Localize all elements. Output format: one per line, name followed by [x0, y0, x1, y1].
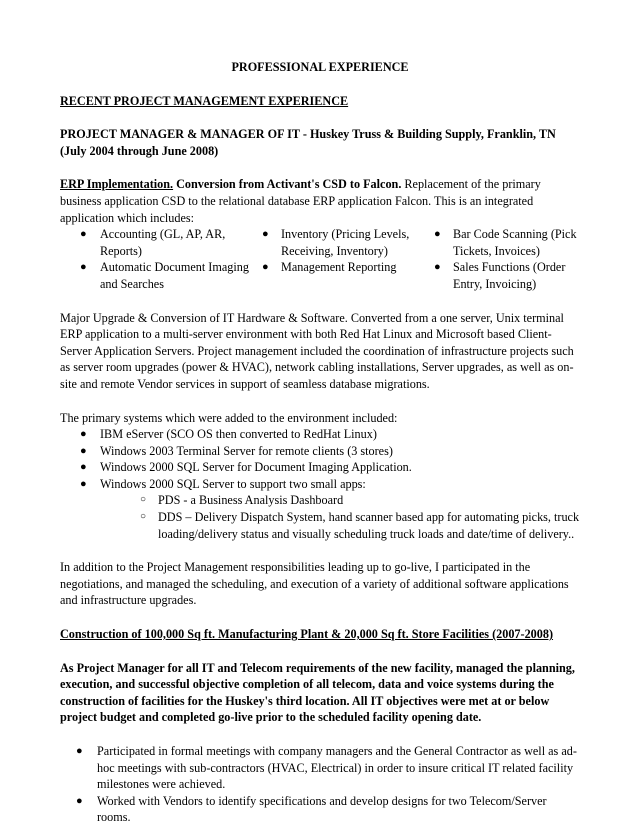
systems-section: [60, 410, 580, 543]
bullet-icon: ●: [262, 261, 269, 274]
construction-list: [60, 743, 580, 826]
list-item: ● Participated in formal meetings with company managers and the General Contractor as well as ad-hoc meetings with sub-contractors (HVAC, Electrical) in order to insure critical IT related facility milestones were achieved.: [76, 744, 577, 792]
list-item: ● Inventory (Pricing Levels, Receiving, Inventory): [262, 227, 410, 258]
list-item: ● Sales Functions (Order Entry, Invoicing): [434, 260, 566, 291]
erp-modules: [60, 226, 580, 292]
list-item: ● Accounting (GL, AP, AR, Reports): [80, 227, 226, 258]
bullet-icon: ●: [262, 228, 269, 241]
circle-bullet-icon: ○: [140, 511, 147, 523]
list-item: ● Worked with Vendors to identify specifications and develop designs for two Telecom/Server rooms.: [76, 793, 547, 825]
systems-sublist: [100, 492, 580, 542]
job-title-line: PROJECT MANAGER & MANAGER OF IT - Huskey Truss & Building Supply, Franklin, TN: [60, 127, 556, 142]
sub-list-item: ○ DDS – Delivery Dispatch System, hand scanner based app for automating picks, truck loading/delivery status and visually scheduling truck loads and date/time of delivery..: [140, 510, 580, 541]
sub-list-item: ○ PDS - a Business Analysis Dashboard: [140, 493, 344, 508]
erp-column-2: [256, 226, 428, 292]
page-title: PROFESSIONAL EXPERIENCE: [231, 60, 409, 74]
systems-intro: The primary systems which were added to the environment included:: [60, 410, 398, 425]
bullet-icon: ●: [76, 745, 83, 757]
bullet-icon: ●: [80, 461, 87, 474]
bullet-icon: ●: [80, 228, 87, 241]
construction-heading: Construction of 100,000 Sq ft. Manufacturing Plant & 20,000 Sq ft. Store Facilities (2007-2008): [60, 627, 554, 642]
upgrade-paragraph: Major Upgrade & Conversion of IT Hardware & Software. Converted from a one server, Unix terminal ERP application to a multi-server environment with both Red Hat Linux and Microsoft based Client-Server Application Servers. Project management included the coordination of infrastructure projects such as server room upgrades (power & HVAC), network cabling installations, Server upgrades, as well as on-site and remote Vendor services in support of seamless database migrations.: [60, 310, 574, 391]
erp-subheading: Conversion from Activant's CSD to Falcon.: [173, 177, 402, 192]
resume-page: [60, 59, 580, 826]
bullet-icon: ●: [76, 794, 83, 807]
bullet-icon: ●: [80, 428, 87, 441]
erp-heading: ERP Implementation.: [60, 177, 174, 192]
list-item: ● Windows 2000 SQL Server for Document Imaging Application.: [80, 460, 412, 475]
erp-column-1: [60, 226, 256, 292]
list-item: ● Bar Code Scanning (Pick Tickets, Invoices): [434, 227, 577, 258]
bullet-icon: ●: [434, 228, 441, 241]
list-item: ● Windows 2003 Terminal Server for remote clients (3 stores): [80, 443, 393, 458]
list-item: ● Windows 2000 SQL Server to support two small apps: ○ PDS - a Business Analysis Dashboard ○ DDS – Delivery Dispatch System, hand scanner based app for automating picks, truck loading/delivery status and visually scheduling truck loads and date/time of delivery..: [80, 476, 580, 541]
erp-section: [60, 176, 580, 292]
list-item: ● Management Reporting: [262, 260, 397, 275]
erp-intro: Replacement of the primary business application CSD to the relational database ERP application Falcon. This is an integrated application which includes:: [60, 177, 541, 225]
bullet-icon: ●: [80, 261, 87, 274]
list-item: ● Automatic Document Imaging and Searches: [80, 260, 249, 291]
pm-paragraph: In addition to the Project Management responsibilities leading up to go-live, I participated in the negotiations, and managed the scheduling, and execution of a variety of additional software applications and infrastructure upgrades.: [60, 560, 569, 608]
job-dates: (July 2004 through June 2008): [60, 143, 219, 158]
systems-list: [60, 426, 580, 542]
bullet-icon: ●: [434, 261, 441, 274]
construction-summary: As Project Manager for all IT and Telecom requirements of the new facility, managed the planning, execution, and successful objective completion of all telecom, data and voice systems during the construction of facilities for the Huskey's third location. All IT objectives were met at or below project budget and completed go-live prior to the scheduled facility opening date.: [60, 660, 575, 725]
job-title: [60, 126, 580, 159]
list-item: ● IBM eServer (SCO OS then converted to RedHat Linux): [80, 427, 377, 442]
erp-column-3: [428, 226, 580, 292]
bullet-icon: ●: [80, 477, 87, 490]
erp-paragraph: [60, 176, 580, 226]
circle-bullet-icon: ○: [140, 494, 147, 506]
bullet-icon: ●: [80, 444, 87, 457]
section-heading: RECENT PROJECT MANAGEMENT EXPERIENCE: [60, 93, 349, 108]
